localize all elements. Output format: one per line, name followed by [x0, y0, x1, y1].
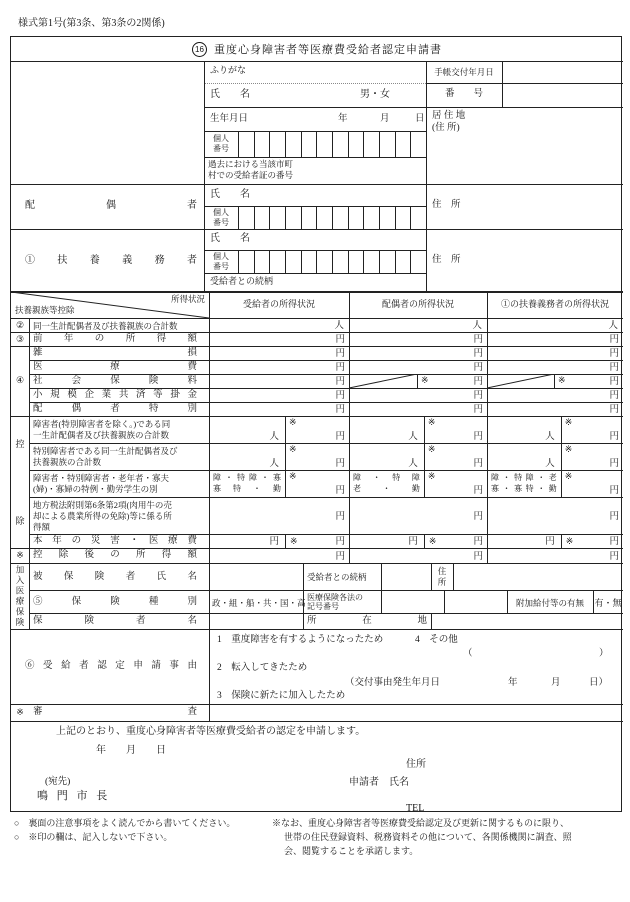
personal-number-label: 個人 [213, 208, 229, 217]
category-area [209, 470, 286, 497]
past-cert-label: 村での受給者証の番号 [208, 170, 294, 180]
cell-r3-c2[interactable]: 円 [473, 335, 483, 345]
line [11, 629, 623, 630]
yen-unit: 円 [335, 459, 345, 469]
residence-field[interactable] [426, 135, 623, 184]
cell-r4e-c3[interactable]: 円 [609, 405, 619, 415]
cell-r4c-c2[interactable] [349, 374, 487, 388]
star-mark: ※ [558, 375, 566, 385]
cell-r2-c1[interactable]: 人 [334, 321, 344, 331]
cell-r8-c3[interactable]: 円 [609, 552, 619, 562]
amount-area [425, 443, 487, 470]
cell-r4a-c3[interactable]: 円 [609, 349, 619, 359]
personal-number-box[interactable] [332, 250, 348, 273]
techo-date-label: 手帳交付年月日 [434, 67, 494, 77]
cell-r5c-c2[interactable] [349, 470, 487, 497]
row5a-label: 一生計配偶者及び扶養親族の合計数 [33, 430, 170, 440]
cell-r5a-c1[interactable] [209, 416, 349, 443]
name-label: 氏 名 [210, 89, 250, 100]
application-date-label: 年 月 日 [96, 745, 166, 756]
supplemental-benefit-label: 附加給付等の有無 [515, 598, 584, 608]
relation-field[interactable] [311, 273, 421, 292]
star-mark: ※ [16, 550, 24, 560]
count-area: 人 [487, 416, 562, 443]
insured-name-label: 被 保 険 者 氏 名 [33, 572, 197, 582]
yen-unit: 円 [609, 459, 619, 469]
count-area: 人 [349, 416, 425, 443]
birthdate-field[interactable] [261, 107, 331, 131]
star-mark: ※ [16, 707, 24, 717]
past-cert-label: 過去における当該市町 [208, 159, 294, 169]
number-label: 番 号 [444, 89, 483, 99]
diag-income-label: 所得状況 [170, 294, 205, 304]
deduction-label-kou: 控 [15, 439, 25, 449]
personal-number-box[interactable] [316, 250, 332, 273]
addressee-label: (宛先) [45, 777, 71, 787]
strikeout-area [349, 374, 418, 388]
yen-unit: 円 [609, 432, 619, 442]
row4d-label: 小 規 模 企 業 共 済 等 掛 金 [33, 390, 197, 400]
yen-unit: 円 [335, 486, 345, 496]
row5c-label: (婦)・寡婦の特例・勤労学生の別 [33, 484, 158, 494]
personal-number-box[interactable] [363, 131, 379, 157]
row6-label: 得額 [33, 522, 51, 532]
col-recipient-income: 受給者の所得状況 [242, 299, 315, 309]
row6-label: 却による農業所得の免除)等に係る所 [33, 511, 172, 521]
personal-number-box[interactable] [238, 250, 254, 273]
cell-r4d-c1[interactable]: 円 [335, 391, 345, 401]
title-circle-badge: 16 [192, 42, 207, 57]
dependent-name-label: 氏 名 [210, 233, 250, 244]
application-date-field[interactable] [131, 743, 251, 757]
amount-area [425, 470, 487, 497]
count-area: 人 [209, 443, 286, 470]
spouse-address-field[interactable] [461, 184, 623, 229]
applicant-name-label: 申請者 氏名 [349, 777, 409, 788]
personal-number-box[interactable] [379, 131, 395, 157]
yen-unit: 円 [609, 486, 619, 496]
footnote-right-2: 世帯の住民登録資料、税務資料その他について、各関係機関に調査、照 [284, 832, 572, 842]
row4a-label: 雑 損 [33, 348, 197, 358]
cell-r5a-c2[interactable] [349, 416, 487, 443]
amount-area: 円 [487, 534, 562, 548]
personal-number-box[interactable] [395, 131, 411, 157]
star-mark: ※ [428, 536, 437, 546]
cell-r6-c1[interactable]: 円 [335, 512, 345, 522]
furigana-label: ふりがな [210, 65, 247, 75]
spouse-address-label: 住 所 [432, 200, 461, 210]
category-area [487, 470, 562, 497]
footnote-left-2: ○ ※印の欄は、記入しないで下さい。 [14, 832, 173, 842]
issue-day-label: 日） [589, 678, 609, 688]
personal-number-boxes [238, 131, 426, 157]
personal-number-box[interactable] [254, 206, 270, 229]
cell-r5c-c1[interactable] [209, 470, 349, 497]
amount-area [286, 470, 349, 497]
amount-area [555, 374, 623, 388]
dependent-label: ① 扶 養 義 務 者 [25, 255, 197, 266]
insured-relation-label: 受給者との続柄 [307, 572, 367, 582]
mayor-label: 鳴 門 市 長 [37, 790, 111, 802]
personal-number-box[interactable] [395, 250, 411, 273]
review-label: 審 査 [33, 707, 197, 717]
line [303, 563, 304, 629]
footnote-left-1: ○ 裏面の注意事項をよく読んでから書いてください。 [14, 818, 236, 828]
strikeout-area [487, 374, 555, 388]
tel-label: TEL [406, 803, 425, 814]
personal-number-label: 番号 [213, 218, 229, 227]
other-paren-close: ） [599, 649, 609, 659]
insurance-type-label: ⑤ 保 険 種 別 [33, 597, 197, 607]
furigana-field[interactable] [266, 61, 426, 83]
star-mark: ※ [427, 417, 436, 427]
personal-number-box[interactable] [363, 250, 379, 273]
tel-field[interactable] [436, 801, 586, 815]
yen-unit: 円 [335, 537, 345, 547]
category-line: 寡 特 ・ 勤 [213, 484, 281, 493]
cell-r4b-c3[interactable]: 円 [609, 363, 619, 373]
yen-unit: 円 [335, 432, 345, 442]
issue-month-label: 月 [551, 678, 561, 688]
personal-number-box[interactable] [301, 250, 317, 273]
category-line: 障・特障・老 [491, 473, 557, 482]
personal-number-box[interactable] [254, 250, 270, 273]
form-title [11, 42, 623, 57]
cell-r3-c3[interactable]: 円 [609, 335, 619, 345]
insurer-name-field[interactable] [209, 613, 303, 629]
row2-number: ② [15, 320, 25, 330]
other-paren-open: （ [463, 649, 473, 659]
diag-deduction-label: 扶養親族等控除 [15, 305, 75, 315]
cell-r4b-c2[interactable]: 円 [473, 363, 483, 373]
insured-relation-field[interactable] [381, 563, 431, 590]
spouse-name-label: 氏 名 [210, 189, 250, 200]
cell-r4d-c3[interactable]: 円 [609, 391, 619, 401]
personal-number-box[interactable] [348, 206, 364, 229]
personal-number-box[interactable] [254, 131, 270, 157]
personal-number-label: 番号 [213, 144, 229, 153]
personal-number-boxes [238, 206, 426, 229]
star-mark: ※ [289, 444, 297, 454]
cell-r5b-c2[interactable] [349, 443, 487, 470]
applicant-address-field[interactable] [436, 757, 586, 771]
row6-label: 地方税法附則第6条第2項(肉用牛の売 [33, 500, 172, 510]
cell-r4a-c1[interactable]: 円 [335, 349, 345, 359]
cell-r4a-c2[interactable]: 円 [473, 349, 483, 359]
personal-number-box[interactable] [379, 206, 395, 229]
cell-r4b-c1[interactable]: 円 [335, 363, 345, 373]
symbol-number-field[interactable] [381, 590, 444, 613]
star-mark: ※ [289, 471, 297, 481]
personal-number-box[interactable] [316, 131, 332, 157]
star-mark: ※ [289, 417, 297, 427]
star-mark: ※ [564, 417, 573, 427]
line [29, 590, 623, 591]
personal-number-label: 個人 [213, 252, 229, 261]
cell-r5b-c3[interactable] [487, 443, 623, 470]
personal-number-box[interactable] [410, 206, 426, 229]
cell-r5b-c1[interactable] [209, 443, 349, 470]
cell-r4e-c2[interactable]: 円 [473, 405, 483, 415]
reason-option-4[interactable]: 4 その他 [415, 635, 458, 645]
cell-r4d-c2[interactable]: 円 [473, 391, 483, 401]
personal-number-box[interactable] [316, 206, 332, 229]
review-field[interactable] [209, 704, 623, 721]
number-field[interactable] [502, 83, 623, 107]
day-label: 日 [415, 114, 425, 124]
insurer-location-label: 所 在 地 [307, 616, 427, 626]
col-spouse-income: 配偶者の所得状況 [381, 299, 454, 309]
row4e-label: 配 偶 者 特 別 [33, 404, 197, 414]
category-line: 老 ・ 勤 [353, 484, 420, 493]
row3-label: 前 年 の 所 得 額 [33, 334, 197, 344]
yen-unit: 円 [473, 459, 483, 469]
insurer-name-label: 保 険 者 名 [33, 616, 197, 626]
star-mark: ※ [421, 375, 429, 385]
insured-address-label: 住 [437, 566, 447, 576]
yen-unit: 円 [609, 537, 619, 547]
star-mark: ※ [564, 471, 573, 481]
form-number: 様式第1号(第3条、第3条の2関係) [18, 18, 165, 29]
star-mark: ※ [427, 444, 436, 454]
symbol-number-label: 医療保険各法の [307, 593, 363, 602]
reason-option-3[interactable]: 3 保険に新たに加入したため [217, 691, 346, 701]
reason-section-label: ⑥ 受 給 者 認 定 申 請 事 由 [25, 661, 197, 671]
cell-r2-c3[interactable]: 人 [608, 321, 618, 331]
symbol-number-label: 記号番号 [307, 602, 339, 611]
star-mark: ※ [565, 536, 574, 546]
personal-number-box[interactable] [395, 206, 411, 229]
category-area [349, 470, 425, 497]
personal-number-box[interactable] [410, 131, 426, 157]
star-amount-area [562, 534, 623, 548]
cell-r4c-c3[interactable] [487, 374, 623, 388]
amount-area [562, 443, 623, 470]
insured-address-field[interactable] [453, 563, 623, 590]
insured-name-field[interactable] [209, 563, 303, 590]
past-cert-field[interactable] [351, 157, 426, 184]
insurance-side-label: 加入医療保険 [15, 564, 25, 628]
personal-number-box[interactable] [238, 206, 254, 229]
personal-number-box[interactable] [269, 131, 285, 157]
dependent-address-label: 住 所 [432, 255, 461, 265]
row8-label: 控 除 後 の 所 得 額 [33, 550, 197, 560]
row3-number: ③ [15, 334, 25, 344]
row5c-label: 障害者・特別障害者・老年者・寡夫 [33, 473, 170, 483]
personal-number-box[interactable] [269, 250, 285, 273]
yen-unit: 円 [473, 432, 483, 442]
cell-r6-c2[interactable]: 円 [473, 512, 483, 522]
cell-r2-c2[interactable]: 人 [472, 321, 482, 331]
other-reason-field[interactable] [473, 645, 597, 661]
personal-number-box[interactable] [332, 131, 348, 157]
personal-number-box[interactable] [348, 131, 364, 157]
personal-number-box[interactable] [410, 250, 426, 273]
amount-area [562, 416, 623, 443]
line [11, 721, 623, 722]
star-amount-area [425, 534, 487, 548]
col-dependent-income: ①の扶養義務者の所得状況 [500, 299, 609, 309]
star-amount-area [286, 534, 349, 548]
amount-area: 円 [209, 534, 286, 548]
personal-number-box[interactable] [238, 131, 254, 157]
issue-year-label: 年 [508, 678, 518, 688]
yen-unit: 円 [473, 537, 483, 547]
row2-label: 同一生計配偶者及び扶養親族の合計数 [33, 321, 178, 331]
category-line: 寡・寡特・勤 [491, 484, 557, 493]
deduction-label-jo: 除 [15, 516, 25, 526]
residence-label: 居 住 地 [432, 111, 466, 121]
supplemental-benefit-choice[interactable]: 有・無 [594, 598, 622, 608]
row5a-label: 障害者(特別障害者を除く。)である同 [33, 419, 171, 429]
cell-r3-c1[interactable]: 円 [335, 335, 345, 345]
dependent-address-field[interactable] [461, 229, 623, 292]
cell-r4c-c1[interactable]: 円 [335, 377, 345, 387]
personal-number-boxes [238, 250, 426, 273]
cell-r7-c3[interactable] [487, 534, 623, 548]
reason-option-1[interactable]: 1 重度障害を有するようになったため [217, 635, 384, 645]
personal-number-box[interactable] [379, 250, 395, 273]
cell-r5c-c3[interactable] [487, 470, 623, 497]
amount-area [286, 443, 349, 470]
insured-address-label: 所 [437, 577, 447, 587]
row4c-label: 社 会 保 険 料 [33, 376, 197, 386]
personal-number-label: 個人 [213, 134, 229, 143]
page-title: 重度心身障害者等医療費受給者認定申請書 [214, 44, 442, 56]
category-line: 障・特障・寡 [213, 473, 281, 482]
star-mark: ※ [564, 444, 573, 454]
count-area: 人 [487, 443, 562, 470]
cell-r6-c3[interactable]: 円 [609, 512, 619, 522]
row4b-label: 医 療 費 [33, 362, 197, 372]
dependent-name-field[interactable] [266, 229, 426, 250]
footnote-right-3: 会、閲覧することを承諾します。 [284, 846, 419, 856]
amount-area [562, 470, 623, 497]
count-area: 人 [349, 443, 425, 470]
techo-date-field[interactable] [502, 61, 623, 83]
year-label: 年 [338, 114, 348, 124]
line [444, 590, 445, 613]
star-mark: ※ [290, 536, 298, 546]
count-area: 人 [209, 416, 286, 443]
cell-r4e-c1[interactable]: 円 [335, 405, 345, 415]
amount-area: 円 [349, 534, 425, 548]
name-field[interactable] [266, 83, 356, 107]
personal-number-box[interactable] [285, 131, 301, 157]
amount-area [286, 416, 349, 443]
month-label: 月 [380, 114, 390, 124]
yen-unit: 円 [473, 486, 483, 496]
personal-number-box[interactable] [285, 206, 301, 229]
category-line: 障 ・ 特 障 [353, 473, 420, 482]
personal-number-box[interactable] [301, 206, 317, 229]
cell-r8-c1[interactable]: 円 [335, 552, 345, 562]
sex-choice[interactable]: 男・女 [360, 89, 390, 100]
cell-r8-c2[interactable]: 円 [473, 552, 483, 562]
row7-label: 本 年 の 災 害 ・ 医 療 費 [33, 536, 197, 546]
footnote-right-1: ※なお、重度心身障害者等医療費受給認定及び更新に関するものに限り、 [272, 818, 570, 828]
yen-unit: 円 [473, 377, 483, 387]
birthdate-label: 生年月日 [210, 114, 249, 124]
row5b-label: 特別障害者である同一生計配偶者及び [33, 446, 178, 456]
row4-number: ④ [15, 375, 25, 385]
cell-r7-c1[interactable] [209, 534, 349, 548]
amount-area [418, 374, 487, 388]
cell-r5a-c3[interactable] [487, 416, 623, 443]
personal-number-box[interactable] [363, 206, 379, 229]
yen-unit: 円 [609, 377, 619, 387]
relation-label: 受給者との続柄 [210, 276, 274, 286]
spouse-name-field[interactable] [266, 184, 426, 206]
application-statement: 上記のとおり、重度心身障害者等医療費受給者の認定を申請します。 [56, 726, 366, 737]
personal-number-box[interactable] [301, 131, 317, 157]
form-table [10, 36, 622, 812]
personal-number-box[interactable] [332, 206, 348, 229]
row5b-label: 扶養親族の合計数 [33, 457, 102, 467]
personal-number-box[interactable] [285, 250, 301, 273]
personal-number-box[interactable] [348, 250, 364, 273]
issue-date-label: （交付事由発生年月日 [345, 678, 441, 688]
applicant-address-label: 住所 [406, 759, 426, 770]
insurance-type-choice[interactable]: 政・組・船・共・国・高 [212, 598, 306, 608]
personal-number-box[interactable] [269, 206, 285, 229]
cell-r7-c2[interactable] [349, 534, 487, 548]
spouse-label: 配 偶 者 [25, 200, 197, 211]
amount-area [425, 416, 487, 443]
line [29, 318, 30, 629]
star-mark: ※ [427, 471, 436, 481]
residence-label: (住 所) [432, 123, 460, 133]
reason-option-2[interactable]: 2 転入してきたため [217, 663, 308, 673]
applicant-name-field[interactable] [416, 775, 566, 789]
personal-number-label: 番号 [213, 262, 229, 271]
insurer-location-field[interactable] [431, 613, 623, 629]
